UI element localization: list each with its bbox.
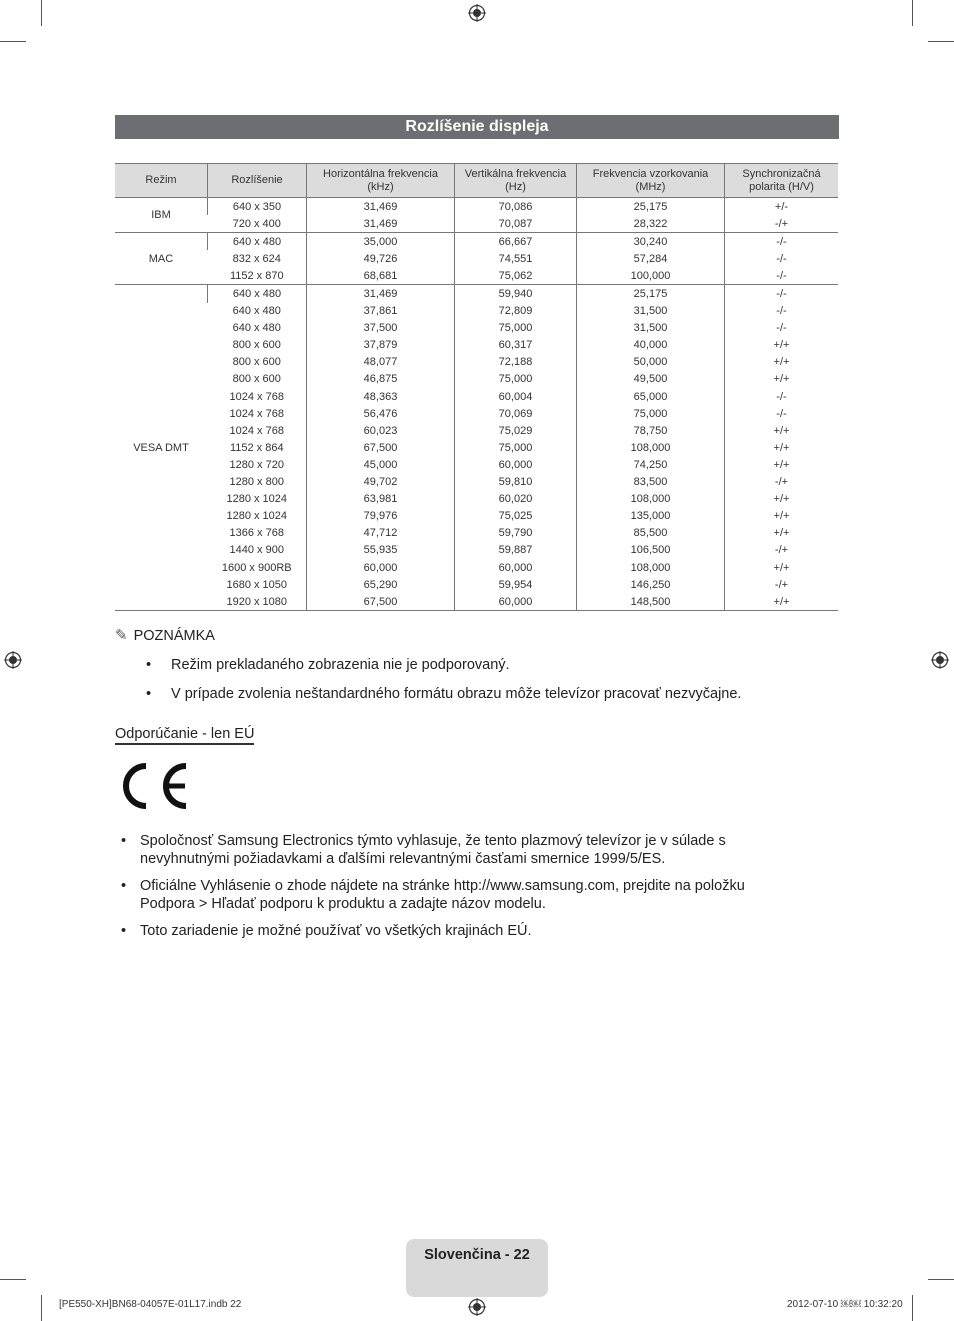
polarity-cell: +/+	[725, 525, 839, 542]
hfreq-cell: 46,875	[307, 371, 455, 388]
mode-cell: IBM	[115, 198, 208, 233]
vfreq-cell: 60,020	[455, 491, 577, 508]
hfreq-cell: 37,861	[307, 303, 455, 320]
table-row	[115, 593, 838, 611]
pixelclock-cell: 49,500	[577, 371, 725, 388]
polarity-cell: -/-	[725, 405, 839, 422]
hfreq-cell: 47,712	[307, 525, 455, 542]
hfreq-cell: 31,469	[307, 285, 455, 303]
bullet-dot: •	[121, 923, 127, 939]
pixelclock-cell: 135,000	[577, 508, 725, 525]
pixelclock-cell: 31,500	[577, 320, 725, 337]
pixelclock-cell: 75,000	[577, 405, 725, 422]
polarity-cell: -/-	[725, 267, 839, 285]
hfreq-cell: 37,500	[307, 320, 455, 337]
table-header-row	[115, 164, 838, 198]
print-slug-left: [PE550-XH]BN68-04057E-01L17.indb 22	[59, 1299, 242, 1310]
col-header-mode: Režim	[115, 164, 208, 198]
pixelclock-cell: 100,000	[577, 267, 725, 285]
table-row	[115, 405, 838, 422]
table-row	[115, 508, 838, 525]
pixelclock-cell: 83,500	[577, 474, 725, 491]
resolution-cell: 1280 x 1024	[226, 510, 288, 523]
vfreq-cell: 70,087	[455, 215, 577, 233]
polarity-cell: -/+	[725, 542, 839, 559]
crop-mark	[928, 1279, 954, 1280]
section-title: Rozlíšenie displeja	[115, 115, 839, 139]
resolution-cell: 1600 x 900RB	[221, 561, 292, 574]
table-row	[115, 439, 838, 456]
crop-mark	[912, 1295, 913, 1321]
pixelclock-cell: 146,250	[577, 576, 725, 593]
note-item-text: Režim prekladaného zobrazenia nie je podporovaný.	[171, 657, 510, 673]
table-row	[115, 303, 838, 320]
bullet-dot: •	[146, 686, 152, 702]
polarity-cell: -/-	[725, 303, 839, 320]
table-body	[115, 198, 838, 611]
note-label: POZNÁMKA	[133, 628, 215, 644]
col-header-pixelclock: Frekvencia vzorkovania (MHz)	[577, 164, 725, 198]
resolution-table	[115, 163, 838, 611]
table-row	[115, 456, 838, 473]
crop-mark	[0, 1279, 26, 1280]
vfreq-cell: 72,809	[455, 303, 577, 320]
hfreq-cell: 35,000	[307, 233, 455, 251]
pixelclock-cell: 25,175	[577, 198, 725, 216]
vfreq-cell: 59,790	[455, 525, 577, 542]
col-header-resolution: Rozlíšenie	[208, 164, 307, 198]
hfreq-cell: 49,702	[307, 474, 455, 491]
hfreq-cell: 49,726	[307, 250, 455, 267]
pixelclock-cell: 148,500	[577, 593, 725, 611]
mode-cell: VESA DMT	[115, 285, 208, 611]
resolution-cell: 640 x 480	[208, 233, 307, 251]
pixelclock-cell: 40,000	[577, 337, 725, 354]
pixelclock-cell: 65,000	[577, 388, 725, 405]
table-row	[115, 337, 838, 354]
vfreq-cell: 75,000	[455, 439, 577, 456]
pixelclock-cell: 30,240	[577, 233, 725, 251]
hfreq-cell: 60,023	[307, 422, 455, 439]
col-header-hfreq: Horizontálna frekvencia (kHz)	[307, 164, 455, 198]
col-header-polarity: Synchronizačná polarita (H/V)	[725, 164, 839, 198]
vfreq-cell: 60,317	[455, 337, 577, 354]
polarity-cell: -/+	[725, 576, 839, 593]
resolution-cell: 1280 x 1024	[226, 493, 288, 506]
resolution-cell: 1440 x 900	[229, 544, 284, 557]
crop-mark	[912, 0, 913, 26]
ce-mark-logo	[115, 760, 189, 812]
col-header-vfreq: Vertikálna frekvencia (Hz)	[455, 164, 577, 198]
vfreq-cell: 70,069	[455, 405, 577, 422]
pixelclock-cell: 108,000	[577, 559, 725, 576]
resolution-cell: 832 x 624	[232, 252, 281, 265]
registration-mark-icon	[4, 651, 22, 669]
vfreq-cell: 75,062	[455, 267, 577, 285]
table-row	[115, 371, 838, 388]
pencil-icon: ✎	[115, 627, 128, 644]
polarity-cell: +/+	[725, 439, 839, 456]
resolution-cell: 1366 x 768	[229, 527, 284, 540]
vfreq-cell: 59,940	[455, 285, 577, 303]
hfreq-cell: 65,290	[307, 576, 455, 593]
polarity-cell: -/-	[725, 250, 839, 267]
table-row	[115, 354, 838, 371]
vfreq-cell: 60,000	[455, 456, 577, 473]
vfreq-cell: 60,004	[455, 388, 577, 405]
rec-item-line: Spoločnosť Samsung Electronics týmto vyhlasuje, že tento plazmový televízor je v súlade s	[140, 833, 726, 849]
crop-mark	[41, 0, 42, 26]
crop-mark	[41, 1295, 42, 1321]
note-item-text: V prípade zvolenia neštandardného formátu obrazu môže televízor pracovať nezvyčajne.	[171, 686, 742, 702]
resolution-cell: 1024 x 768	[229, 390, 284, 403]
hfreq-cell: 60,000	[307, 559, 455, 576]
resolution-cell: 640 x 480	[232, 322, 281, 335]
hfreq-cell: 63,981	[307, 491, 455, 508]
mode-cell: MAC	[115, 233, 208, 285]
polarity-cell: +/+	[725, 337, 839, 354]
pixelclock-cell: 50,000	[577, 354, 725, 371]
vfreq-cell: 75,000	[455, 320, 577, 337]
resolution-cell: 1024 x 768	[229, 407, 284, 420]
resolution-cell: 1920 x 1080	[208, 593, 307, 611]
registration-mark-icon	[931, 651, 949, 669]
hfreq-cell: 48,363	[307, 388, 455, 405]
table-row	[115, 198, 838, 216]
bullet-dot: •	[121, 878, 127, 894]
rec-item-line: Podpora > Hľadať podporu k produktu a zadajte názov modelu.	[140, 896, 546, 912]
polarity-cell: -/+	[725, 474, 839, 491]
rec-item-line: Oficiálne Vyhlásenie o zhode nájdete na stránke http://www.samsung.com, prejdite na položku	[140, 878, 745, 894]
polarity-cell: -/-	[725, 285, 839, 303]
table-row	[115, 542, 838, 559]
resolution-cell: 640 x 480	[232, 305, 281, 318]
polarity-cell: +/+	[725, 354, 839, 371]
hfreq-cell: 55,935	[307, 542, 455, 559]
pixelclock-cell: 106,500	[577, 542, 725, 559]
hfreq-cell: 48,077	[307, 354, 455, 371]
table-row	[115, 267, 838, 285]
pixelclock-cell: 78,750	[577, 422, 725, 439]
resolution-cell: 1152 x 870	[208, 267, 307, 285]
resolution-cell: 800 x 600	[232, 339, 281, 352]
polarity-cell: -/+	[725, 215, 839, 233]
polarity-cell: -/-	[725, 320, 839, 337]
hfreq-cell: 31,469	[307, 215, 455, 233]
polarity-cell: +/+	[725, 371, 839, 388]
pixelclock-cell: 31,500	[577, 303, 725, 320]
table-row	[115, 474, 838, 491]
rec-item-line: nevyhnutnými požiadavkami a ďalšími relevantnými časťami smernice 1999/5/ES.	[140, 851, 666, 867]
pixelclock-cell: 74,250	[577, 456, 725, 473]
polarity-cell: +/+	[725, 593, 839, 611]
pixelclock-cell: 57,284	[577, 250, 725, 267]
polarity-cell: +/+	[725, 456, 839, 473]
hfreq-cell: 37,879	[307, 337, 455, 354]
vfreq-cell: 60,000	[455, 559, 577, 576]
table-row	[115, 388, 838, 405]
vfreq-cell: 59,887	[455, 542, 577, 559]
vfreq-cell: 72,188	[455, 354, 577, 371]
vfreq-cell: 70,086	[455, 198, 577, 216]
table-row	[115, 320, 838, 337]
print-slug-right: 2012-07-10 ￼￼ 10:32:20	[787, 1299, 903, 1310]
pixelclock-cell: 25,175	[577, 285, 725, 303]
page-label: Slovenčina - 22	[424, 1247, 530, 1263]
table-row	[115, 576, 838, 593]
note-heading	[115, 626, 215, 644]
registration-mark-icon	[468, 1298, 486, 1316]
polarity-cell: +/+	[725, 422, 839, 439]
table-row	[115, 491, 838, 508]
bullet-dot: •	[121, 833, 127, 849]
pixelclock-cell: 85,500	[577, 525, 725, 542]
table-row	[115, 422, 838, 439]
hfreq-cell: 56,476	[307, 405, 455, 422]
bullet-dot: •	[146, 657, 152, 673]
page-number-tab	[406, 1239, 548, 1297]
crop-mark	[928, 41, 954, 42]
vfreq-cell: 66,667	[455, 233, 577, 251]
vfreq-cell: 75,000	[455, 371, 577, 388]
table-row	[115, 559, 838, 576]
rec-item-line: Toto zariadenie je možné používať vo všetkých krajinách EÚ.	[140, 923, 532, 939]
recommendation-title: Odporúčanie - len EÚ	[115, 726, 254, 745]
resolution-cell: 800 x 600	[232, 356, 281, 369]
hfreq-cell: 67,500	[307, 439, 455, 456]
polarity-cell: +/+	[725, 559, 839, 576]
polarity-cell: -/-	[725, 388, 839, 405]
registration-mark-icon	[468, 4, 486, 22]
crop-mark	[0, 41, 26, 42]
resolution-cell: 1280 x 800	[229, 476, 284, 489]
pixelclock-cell: 108,000	[577, 439, 725, 456]
resolution-cell: 720 x 400	[208, 215, 307, 233]
resolution-cell: 800 x 600	[232, 373, 281, 386]
vfreq-cell: 75,029	[455, 422, 577, 439]
hfreq-cell: 68,681	[307, 267, 455, 285]
vfreq-cell: 60,000	[455, 593, 577, 611]
resolution-cell: 640 x 480	[208, 285, 307, 303]
table-row	[115, 285, 838, 303]
resolution-cell: 1280 x 720	[229, 458, 284, 471]
resolution-cell: 1024 x 768	[229, 424, 284, 437]
hfreq-cell: 45,000	[307, 456, 455, 473]
polarity-cell: +/-	[725, 198, 839, 216]
table-row	[115, 233, 838, 251]
resolution-cell: 1152 x 864	[229, 441, 284, 454]
polarity-cell: +/+	[725, 491, 839, 508]
pixelclock-cell: 28,322	[577, 215, 725, 233]
vfreq-cell: 74,551	[455, 250, 577, 267]
resolution-cell: 1680 x 1050	[226, 578, 288, 591]
vfreq-cell: 75,025	[455, 508, 577, 525]
hfreq-cell: 79,976	[307, 508, 455, 525]
table-row	[115, 525, 838, 542]
hfreq-cell: 31,469	[307, 198, 455, 216]
table-row	[115, 215, 838, 233]
polarity-cell: -/-	[725, 233, 839, 251]
vfreq-cell: 59,810	[455, 474, 577, 491]
resolution-cell: 640 x 350	[208, 198, 307, 216]
pixelclock-cell: 108,000	[577, 491, 725, 508]
polarity-cell: +/+	[725, 508, 839, 525]
table-row	[115, 250, 838, 267]
hfreq-cell: 67,500	[307, 593, 455, 611]
vfreq-cell: 59,954	[455, 576, 577, 593]
